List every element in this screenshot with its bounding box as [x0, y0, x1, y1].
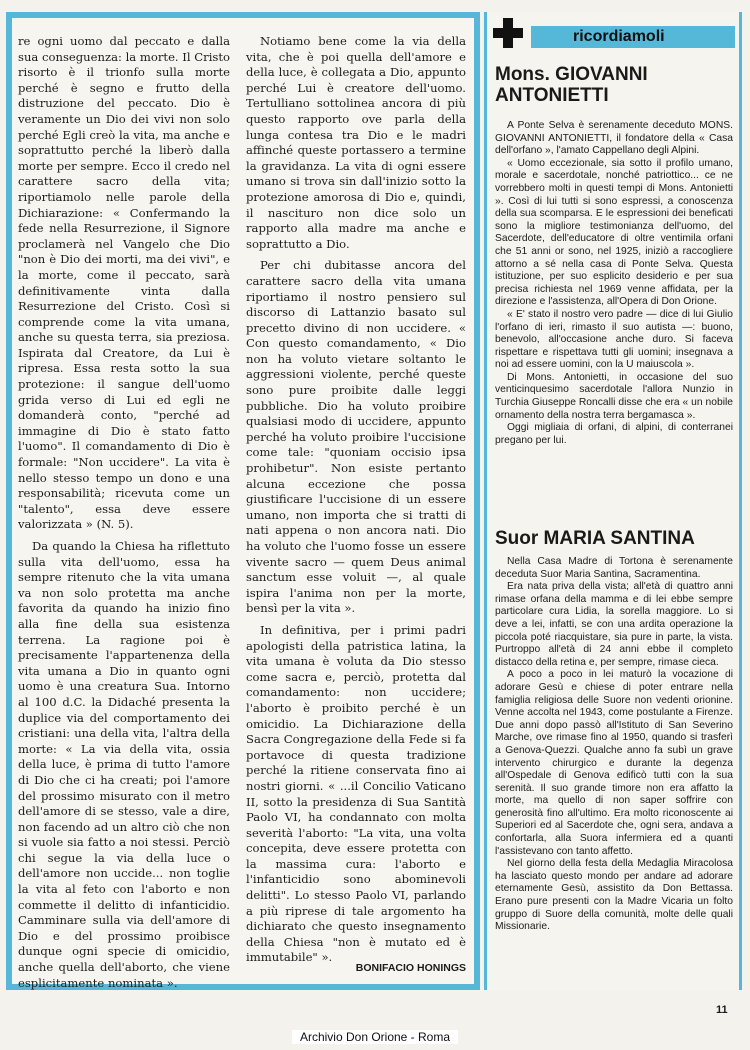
paragraph: Per chi dubitasse ancora del carattere sacro della vita umana riportiamo il nostro pensiero sul discorso di Lattanzio basato sul precetto divino di non uccidere. « Con questo comandamento, « Dio non ha voluto vietare soltanto le aggressioni violente, perché queste sono pure proibite dalle leggi pubbliche. Dio ha voluto proibire qualsiasi modo di uccidere, appunto perché ha voluto proibire l'uccisione come tale: "quoniam occisio ipsa prohibetur". Non esiste pertanto alcuna eccezione che possa giustificare l'uccisione di un essere umano, non importa che si tratti di nati appena o non ancora nati. Dio ha voluto che l'uomo fosse un essere vivente sacro — quem Deus animal sanctum esse voluit —, al quale ispira l'anima non per la morte, bensì per la vita ».: [246, 258, 466, 616]
paragraph: « E' stato il nostro vero padre — dice di lui Giulio l'orfano di ieri, rimasto il suo autista —: buono, benevolo, all'occasione anche duro. Si faceva rispettare e rispettava tutti gli uomini; insegnava a noi ad essere uomini, con la U maiuscola ».: [495, 308, 733, 371]
cross-icon: [493, 18, 523, 48]
paragraph: A poco a poco in lei maturò la vocazione di adorare Gesù e chiese di poter entrare nella famiglia religiosa delle Suore non vedenti orionine. Venne accolta nel 1943, come postulante a Firenze. Due anni dopo passò all'Istituto di San Severino Marche, ove rimase fino al 1950, quando si trasferì a Genova-Quezzi. Qualche anno fa subì un grave intervento chirurgico e durante la degenza all'Ospedale di Genova edificò tutti con la sua serenità. Il suo grande timore non era affatto la morte, ma quello di non saper soffrire con generosità fino all'ultimo. Era molto riconoscente ai Superiori ed al Sacerdote che, ogni sera, andava a confortarla, alla Suora infermiera ed a quanti l'assistevano con tanto affetto.: [495, 669, 733, 857]
obituary-title: Mons. GIOVANNI ANTONIETTI: [495, 64, 648, 106]
page-number: 11: [716, 1004, 728, 1016]
section-banner: ricordiamoli: [531, 26, 735, 48]
paragraph: A Ponte Selva è serenamente deceduto MONS. GIOVANNI ANTONIETTI, il fondatore della « Casa dell'orfano », l'amato Cappellano degli Alpini.: [495, 120, 733, 157]
obituary-body: [495, 120, 733, 447]
paragraph: Notiamo bene come la via della vita, che è poi quella dell'amore e della luce, è collegata a Dio, appunto perché Lui è creatore dell'uomo. Tertulliano sottolinea ancora di più questo rapporto ove parla della lunga contesa tra Dio e le madri affinché queste portassero a termine la gravidanza. La vita di ogni essere umano si trova sin dall'inizio sotto la protezione amorosa di Dio e, quindi, il nascituro non dice solo un rapporto alla madre ma anche e soprattutto a Dio.: [246, 34, 466, 251]
archive-footer: [0, 1030, 750, 1044]
paragraph: Era nata priva della vista; all'età di quattro anni rimase orfana della mamma e di lei ebbe sempre particolare cura Lidia, la sorella maggiore. Lo si deve a lei, infatti, se con una ardita operazione la piccola poté riacquistare, sia pure in parte, la vista. Purtroppo all'età di 24 anni ebbe il completo distacco della retina e, per sempre, rimase cieca.: [495, 581, 733, 668]
obituary-sidebar: [484, 12, 742, 990]
paragraph: Di Mons. Antonietti, in occasione del suo venticinquesimo sacerdotale l'allora Nunzio in Turchia Giuseppe Roncalli disse che era « un nobile ornamento della nostra terra bergamasca ».: [495, 371, 733, 421]
paragraph: In definitiva, per i primi padri apologisti della patristica latina, la vita umana è voluta da Dio stesso come sacra e, perciò, protetta dal comandamento: non uccidere; l'aborto è proibito perché è un omicidio. La Dichiarazione della Sacra Congregazione della Fede si fa portavoce di questa tradizione perché la ritiene conservata fino ai nostri giorni. « ...il Concilio Vaticano II, sotto la presidenza di Sua Santità Paolo VI, ha condannato con molta severità l'aborto: "La vita, una volta concepita, deve essere protetta con la massima cura: l'aborto e l'infanticidio sono abominevoli delitti". Lo stesso Paolo VI, parlando a più riprese di tale argomento ha dichiarato che questo insegnamento della Chiesa "non è mutato ed è immutabile" ».: [246, 622, 466, 965]
article-column-1: [18, 34, 230, 991]
paragraph: Nel giorno della festa della Medaglia Miracolosa ha lasciato questo mondo per andare ad adorare eternamente Gesù, assistito da Don Bettassa. Erano pure presenti con la Madre Vicaria un folto gruppo di Suore della comunità, molte delle quali Missionarie.: [495, 858, 733, 933]
paragraph: re ogni uomo dal peccato e dalla sua conseguenza: la morte. Il Cristo risorto è il trionfo sulla morte perché è segno e frutto della distruzione del peccato. Dio è veramente un Dio dei vivi non solo perché Egli creò la vita, ma anche e soprattutto perché la liberò dalla morte per sempre. Ecco il credo nel carattere sacro della vita; riportiamolo nelle parole della Dichiarazione: « Confermando la fede nella Resurrezione, il Signore proclamerà nel Vangelo che Dio "non è Dio dei morti, ma dei vivi", e la morte, come il peccato, sarà definitivamente vinta dalla Resurrezione del Cristo. Così si comprende come la vita umana, anche su questa terra, sia preziosa. Ispirata dal Creatore, da Lui è ripresa. Essa resta sotto la sua protezione: il sangue dell'uomo grida verso di Lui ed egli ne domanderà conto, "perché ad immagine di Dio è stato fatto l'uomo". Il comandamento di Dio è formale: "Non uccidere". La vita è nello stesso tempo un dono e una responsabilità; ricevuta come un "talento", essa deve essere valorizzata » (N. 5).: [18, 34, 230, 532]
paragraph: Nella Casa Madre di Tortona è serenamente deceduta Suor Maria Santina, Sacramentina.: [495, 556, 733, 580]
author-signature: BONIFACIO HONINGS: [355, 962, 466, 974]
obituary-title: Suor MARIA SANTINA: [495, 528, 695, 549]
article-column-2: [246, 34, 466, 966]
obituary-body: [495, 556, 733, 934]
paragraph: Oggi migliaia di orfani, di alpini, di conterranei pregano per lui.: [495, 422, 733, 446]
paragraph: Da quando la Chiesa ha riflettuto sulla vita dell'uomo, essa ha sempre ritenuto che la vita umana va non solo protetta ma anche favorita da quando ha inizio fino alla fine della sua esistenza terrena. La ragione poi è precisamente l'appartenenza della vita umana a Dio in quanto ogni uomo è una creatura Sua. Intorno al 100 d.C. la Didaché presenta la duplice via del comportamento dei cristiani: una della vita, l'altra della morte: « La via della vita, ossia della luce, è prima di tutto l'amore di Dio che ci ha creati; poi l'amore del prossimo misurato con il metro dell'amore di se stesso, vale a dire, non facendo ad un altro ciò che non si vuole sia fatto a noi stessi. Perciò chi segue la via della luce o dell'amore non uccide... non toglie la vita al feto con l'aborto e non commette il delitto di infanticidio. Camminare sulla via dell'amore di Dio e del prossimo proibisce dunque ogni specie di omicidio, anche quella dell'aborto, che viene esplicitamente nominata ».: [18, 539, 230, 990]
sidebar-header: [487, 12, 739, 52]
paragraph: « Uomo eccezionale, sia sotto il profilo umano, morale e sacerdotale, nonché patriottico... ce ne vorrebbero molti in questi tempi di Mons. Antonietti ». Così di lui tutti si sono espressi, a conoscenza della sua scomparsa. E le espressioni dei beneficati sono la migliore testimonianza dell'uomo, del Sacerdote, dell'educatore di oltre ventimila orfani che 51 anni or sono, nel 1925, iniziò a raccogliere attorno a sé nella casa di Ponte Selva. Questa istituzione, per suo esplicito desiderio e per sua precisa richiesta nel 1969 venne affidata, per la direzione e l'assistenza, all'Opera di Don Orione.: [495, 157, 733, 308]
footer-label: Archivio Don Orione - Roma: [292, 1030, 458, 1044]
